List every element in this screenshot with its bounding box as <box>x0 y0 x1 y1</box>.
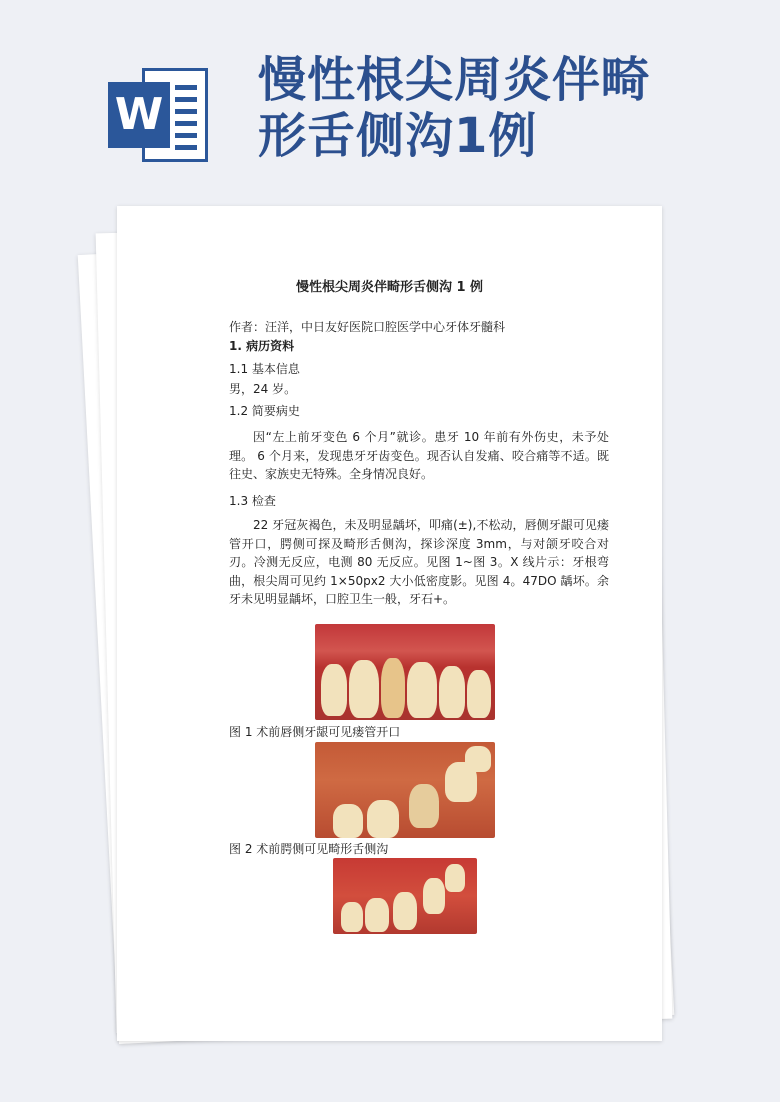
basic-info-text: 男，24 岁。 <box>229 382 297 396</box>
subsection-heading: 1.2 简要病史 <box>229 404 300 418</box>
figure-1-caption: 图 1 术前唇侧牙龈可见瘘管开口 <box>229 725 401 739</box>
cover-title-line-2: 形舌侧沟1例 <box>258 108 538 164</box>
figure-2-caption: 图 2 术前腭侧可见畸形舌侧沟 <box>229 842 389 856</box>
subsection-heading: 1.1 基本信息 <box>229 362 300 376</box>
figure-3-photo <box>333 858 477 934</box>
document-page <box>117 206 662 1041</box>
word-letter-badge: W <box>108 82 170 148</box>
author-line: 作者：汪洋，中日友好医院口腔医学中心牙体牙髓科 <box>229 320 506 334</box>
figure-2-photo <box>315 742 495 838</box>
history-paragraph: 因“左上前牙变色 6 个月”就诊。患牙 10 年前有外伤史，未予处理。 6 个月来，发现患牙牙齿变色。现否认自发痛、咬合痛等不适。既往史、家族史无特殊。全身情况良好。 <box>229 430 609 481</box>
cover-title <box>258 52 728 164</box>
figure-1-photo <box>315 624 495 720</box>
document-title: 慢性根尖周炎伴畸形舌侧沟 1 例 <box>295 280 484 295</box>
subsection-heading: 1.3 检查 <box>229 494 276 508</box>
word-app-icon <box>108 68 210 162</box>
section-heading: 1. 病历资料 <box>229 339 295 353</box>
cover-title-line-1: 慢性根尖周炎伴畸 <box>258 52 651 108</box>
exam-paragraph: 22 牙冠灰褐色，未及明显龋坏，叩痛(±),不松动，唇侧牙龈可见瘘管开口，腭侧可探及畸形舌侧沟，探诊深度 3mm，与对颌牙咬合对刃。冷测无反应，电测 80 无反应。见图 1~图 3。X 线片示：牙根弯曲，根尖周可见约 1×50px2 大小低密度影。见图 4。47DO 龋坏。余牙未见明显龋坏，口腔卫生一般，牙石+。 <box>229 518 609 606</box>
